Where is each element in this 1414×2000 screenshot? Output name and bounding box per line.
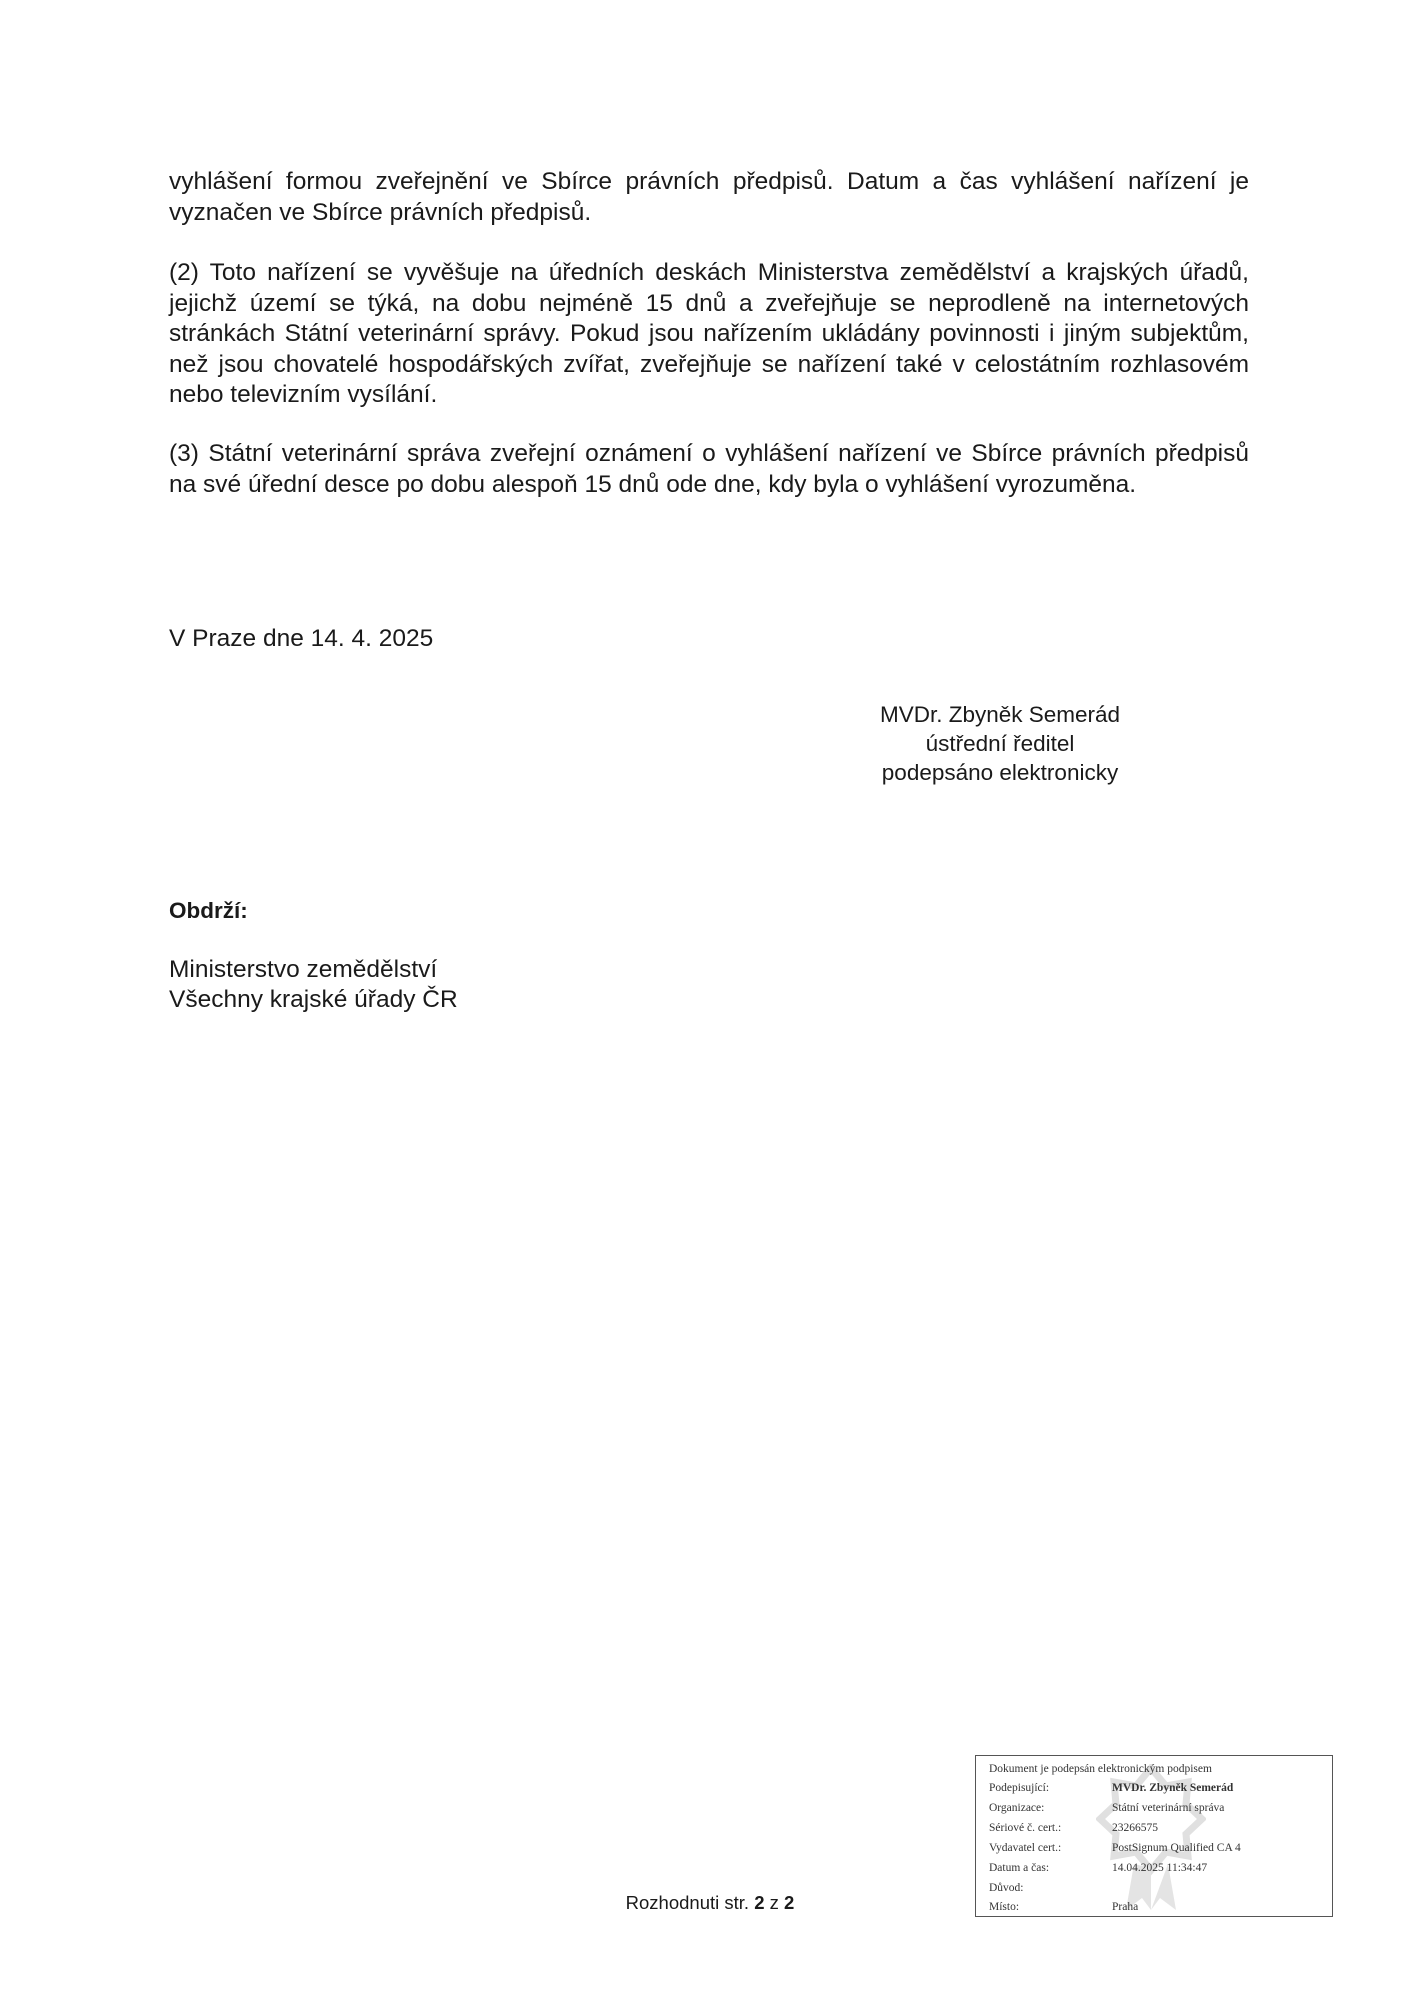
footer-total-pages: 2	[784, 1892, 795, 1913]
stamp-label: Vydavatel cert.:	[989, 1842, 1062, 1854]
recipient-item: Ministerstvo zemědělství	[169, 956, 438, 983]
recipients-list	[169, 955, 458, 1015]
recipients-heading: Obdrží:	[169, 898, 248, 923]
stamp-label: Místo:	[989, 1901, 1020, 1913]
signatory-title: ústřední ředitel	[925, 731, 1075, 756]
paragraph-2: (2) Toto nařízení se vyvěšuje na úředních deskách Ministerstva zemědělství a krajských úřadů, jejichž území se týká, na dobu nejméně 15 dnů a zveřejňuje se neprodleně na internetových stránkách Státní veterinární správy. Pokud jsou nařízením ukládány povinnosti i jiným subjektům, než jsou chovatelé hospodářských zvířat, zveřejňuje se nařízení také v celostátním rozhlasovém nebo televizním vysílání.	[169, 259, 1249, 408]
paragraph-continuation: vyhlášení formou zveřejnění ve Sbírce právních předpisů. Datum a čas vyhlášení nařízení je vyznačen ve Sbírce právních předpisů.	[169, 168, 1249, 226]
stamp-value: 23266575	[1112, 1822, 1158, 1834]
stamp-label: Organizace:	[989, 1802, 1045, 1814]
stamp-title: Dokument je podepsán elektronickým podpisem	[989, 1763, 1212, 1775]
footer-prefix: Rozhodnuti str.	[625, 1892, 750, 1913]
stamp-label: Sériové č. cert.:	[989, 1822, 1062, 1834]
stamp-value: Státní veterinární správa	[1112, 1802, 1225, 1814]
stamp-value: PostSignum Qualified CA 4	[1112, 1842, 1241, 1854]
recipient-item: Všechny krajské úřady ČR	[169, 986, 458, 1013]
stamp-value: MVDr. Zbyněk Semerád	[1112, 1782, 1234, 1794]
footer-current-page: 2	[754, 1892, 765, 1913]
stamp-label: Podepisující:	[989, 1782, 1050, 1794]
stamp-value: Praha	[1112, 1901, 1139, 1913]
signature-block	[850, 700, 1150, 787]
page-footer	[580, 1892, 840, 1914]
stamp-label: Důvod:	[989, 1882, 1024, 1894]
footer-separator: z	[769, 1892, 779, 1913]
electronic-signature-stamp	[975, 1755, 1333, 1917]
stamp-value: 14.04.2025 11:34:47	[1112, 1862, 1208, 1874]
paragraph-3: (3) Státní veterinární správa zveřejní oznámení o vyhlášení nařízení ve Sbírce právních předpisů na své úřední desce po dobu alespoň 15 dnů ode dne, kdy byla o vyhlášení vyrozuměna.	[169, 440, 1249, 498]
signature-note: podepsáno elektronicky	[881, 760, 1119, 785]
signatory-name: MVDr. Zbyněk Semerád	[879, 702, 1121, 727]
stamp-label: Datum a čas:	[989, 1862, 1050, 1874]
place-and-date: V Praze dne 14. 4. 2025	[169, 625, 434, 652]
